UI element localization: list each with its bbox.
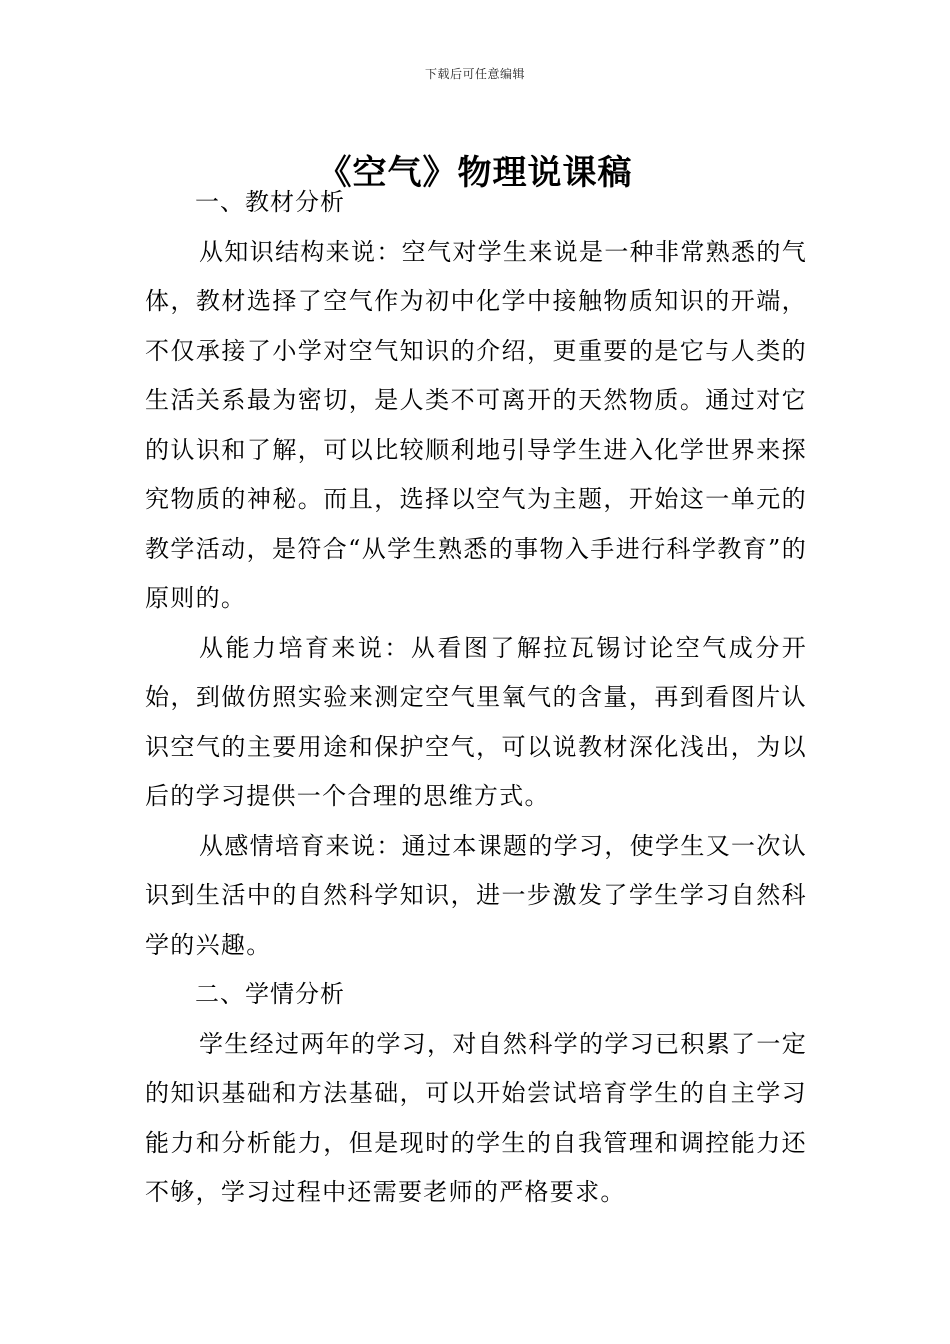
paragraph-knowledge-structure: 从知识结构来说：空气对学生来说是一种非常熟悉的气体，教材选择了空气作为初中化学中接触物质知识的开端，不仅承接了小学对空气知识的介绍，更重要的是它与人类的生活关系最为密切，是人类不可离开的天然物质。通过对它的认识和了解，可以比较顺利地引导学生进入化学世界来探究物质的神秘。而且，选择以空气为主题，开始这一单元的教学活动，是符合“从学生熟悉的事物入手进行科学教育”的原则的。 xyxy=(145,237,807,612)
paragraph-student-situation: 学生经过两年的学习，对自然科学的学习已积累了一定的知识基础和方法基础，可以开始尝试培育学生的自主学习能力和分析能力，但是现时的学生的自我管理和调控能力还不够，学习过程中还需要老师的严格要求。 xyxy=(145,1029,807,1206)
header-watermark: 下载后可任意编辑 xyxy=(424,67,525,81)
section-student-analysis xyxy=(145,970,807,1218)
section-heading: 二、学情分析 xyxy=(195,980,345,1008)
document-title: 《空气》物理说课稿 xyxy=(317,152,633,193)
section-heading: 一、教材分析 xyxy=(195,188,345,216)
paragraph-ability-cultivation: 从能力培育来说：从看图了解拉瓦锡讨论空气成分开始，到做仿照实验来测定空气里氧气的含量，再到看图片认识空气的主要用途和保护空气，可以说教材深化浅出，为以后的学习提供一个合理的思维方式。 xyxy=(145,633,807,810)
section-textbook-analysis xyxy=(145,178,807,970)
document-body xyxy=(145,178,807,1218)
paragraph-emotion-cultivation: 从感情培育来说：通过本课题的学习，使学生又一次认识到生活中的自然科学知识，进一步激发了学生学习自然科学的兴趣。 xyxy=(145,831,807,959)
